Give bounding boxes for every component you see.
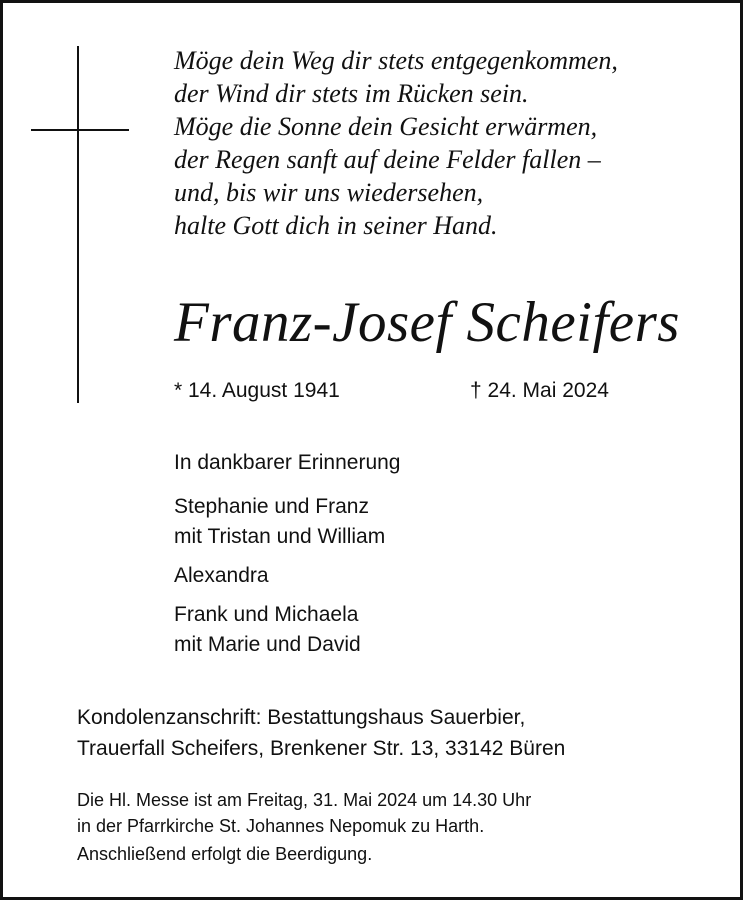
- mourner-line: Stephanie und Franz: [174, 495, 369, 518]
- poem-line: und, bis wir uns wiedersehen,: [174, 178, 484, 207]
- mourner-line: mit Tristan und William: [174, 525, 386, 548]
- birth-date: * 14. August 1941: [174, 379, 340, 402]
- mass-line: in der Pfarrkirche St. Johannes Nepomuk zu Harth.: [77, 816, 485, 836]
- mourners-list: [174, 492, 385, 669]
- cross-vertical-bar: [77, 46, 79, 403]
- poem: [174, 44, 618, 242]
- mourner-group: [174, 561, 385, 591]
- poem-line: der Regen sanft auf deine Felder fallen –: [174, 145, 601, 174]
- poem-line: Möge die Sonne dein Gesicht erwärmen,: [174, 112, 598, 141]
- poem-line: halte Gott dich in seiner Hand.: [174, 211, 498, 240]
- mass-info: [77, 787, 531, 867]
- mourner-line: Frank und Michaela: [174, 603, 359, 626]
- cross-horizontal-bar: [31, 129, 129, 131]
- poem-line: Möge dein Weg dir stets entgegenkommen,: [174, 46, 618, 75]
- burial-line: Anschließend erfolgt die Beerdigung.: [77, 844, 373, 864]
- poem-line: der Wind dir stets im Rücken sein.: [174, 79, 529, 108]
- mourner-group: [174, 600, 385, 660]
- mourner-line: Alexandra: [174, 564, 269, 587]
- mass-line: Die Hl. Messe ist am Freitag, 31. Mai 2024 um 14.30 Uhr: [77, 790, 532, 810]
- memory-line: In dankbarer Erinnerung: [174, 451, 401, 474]
- condolence-line: Trauerfall Scheifers, Brenkener Str. 13, 33142 Büren: [77, 737, 566, 760]
- condolence-address: [77, 702, 565, 764]
- mourner-group: [174, 492, 385, 552]
- condolence-line: Kondolenzanschrift: Bestattungshaus Sauerbier,: [77, 706, 526, 729]
- death-date: † 24. Mai 2024: [470, 379, 609, 402]
- deceased-name: Franz-Josef Scheifers: [174, 291, 680, 354]
- mourner-line: mit Marie und David: [174, 633, 361, 656]
